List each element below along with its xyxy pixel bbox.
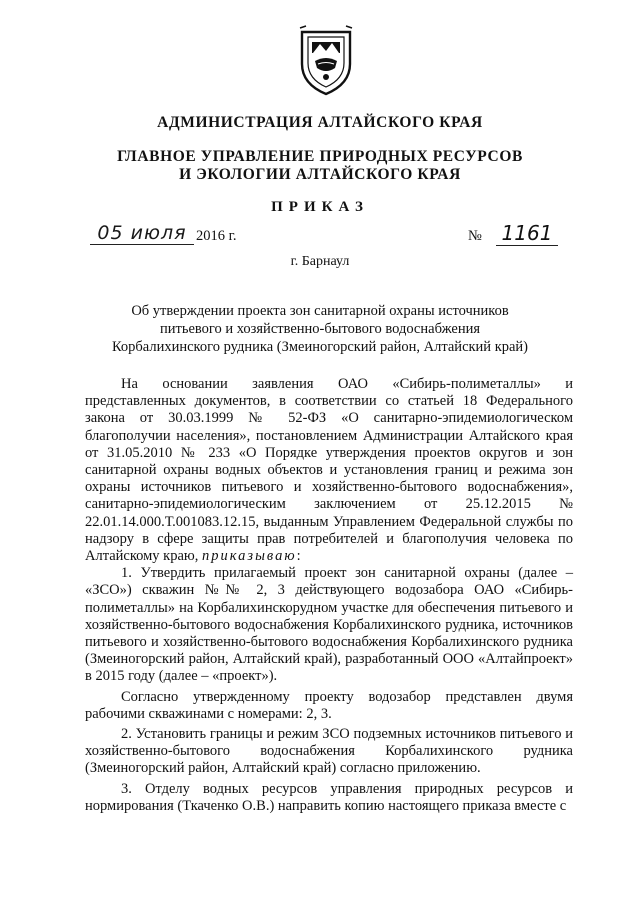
document-type: ПРИКАЗ <box>271 199 369 215</box>
item-3: 3. Отделу водных ресурсов управления природных ресурсов и нормирования (Ткаченко О.В.) направить копию настоящего приказа вместе с <box>85 780 573 814</box>
handwritten-number: 1161 <box>496 221 558 246</box>
number-sign: № <box>468 228 482 244</box>
city: г. Барнаул <box>290 254 350 269</box>
order-date <box>90 222 290 252</box>
intro-paragraph <box>85 376 573 565</box>
date-year: 2016 г. <box>196 228 237 244</box>
organization-name: АДМИНИСТРАЦИЯ АЛТАЙСКОГО КРАЯ <box>157 114 483 131</box>
item-2: 2. Установить границы и режим ЗСО подземных источников питьевого и хозяйственно-бытового водоснабжения Корбалихинского рудника (Змеиногорский район, Алтайский край) согласно приложению. <box>85 726 573 777</box>
coat-of-arms-icon <box>298 24 354 96</box>
handwritten-date: 05 июля <box>90 222 194 245</box>
department-name <box>0 148 640 184</box>
item-1: 1. Утвердить прилагаемый проект зон санитарной охраны (далее – «ЗСО») скважин №№ 2, 3 действующего водозабора ОАО «Сибирь-полиметаллы» на Корбалихинскорудном участке для обеспечения питьевого и хозяйственно-бытового водоснабжения Корбалихинского рудника, источников питьевого и хозяйственно-бытового водоснабжения Корбалихинского рудника (Змеиногорский район, Алтайский край), разработанный ООО «Алтайпроект» в 2015 году (далее – «проект»). <box>85 565 573 685</box>
order-word: приказываю <box>202 548 297 565</box>
department-line-1: ГЛАВНОЕ УПРАВЛЕНИЕ ПРИРОДНЫХ РЕСУРСОВ <box>117 148 523 165</box>
order-number <box>468 221 578 252</box>
order-subject: Об утверждении проекта зон санитарной охраны источников питьевого и хозяйственно-бытового водоснабжения Корбалихинского рудника (Змеиногорский район, Алтайский край) <box>111 303 529 355</box>
intro-text: На основании заявления ОАО «Сибирь-полиметаллы» и представленных документов, в соответствии со статьей 18 Федерального закона от 30.03.1999 № 52-ФЗ «О санитарно-эпидемиологическом благополучии населения», постановлением Администрации Алтайского края от 31.05.2010 № 233 «О Порядке утверждения проектов округов и зон санитарной охраны водных объектов и установления границ и режима зон охраны источников питьевого и хозяйственно-бытового водоснабжения», санитарно-эпидемиологическим заключением от 25.12.2015 № 22.01.14.000.Т.001083.12.15, выданным Управлением Федеральной службы по надзору в сфере защиты прав потребителей и благополучия человека по Алтайскому краю, <box>85 376 573 565</box>
department-line-2: И ЭКОЛОГИИ АЛТАЙСКОГО КРАЯ <box>179 166 461 183</box>
item-1-note: Согласно утвержденному проекту водозабор представлен двумя рабочими скважинами с номерами: 2, 3. <box>85 688 573 722</box>
order-colon: : <box>296 548 301 565</box>
order-body <box>85 376 573 815</box>
